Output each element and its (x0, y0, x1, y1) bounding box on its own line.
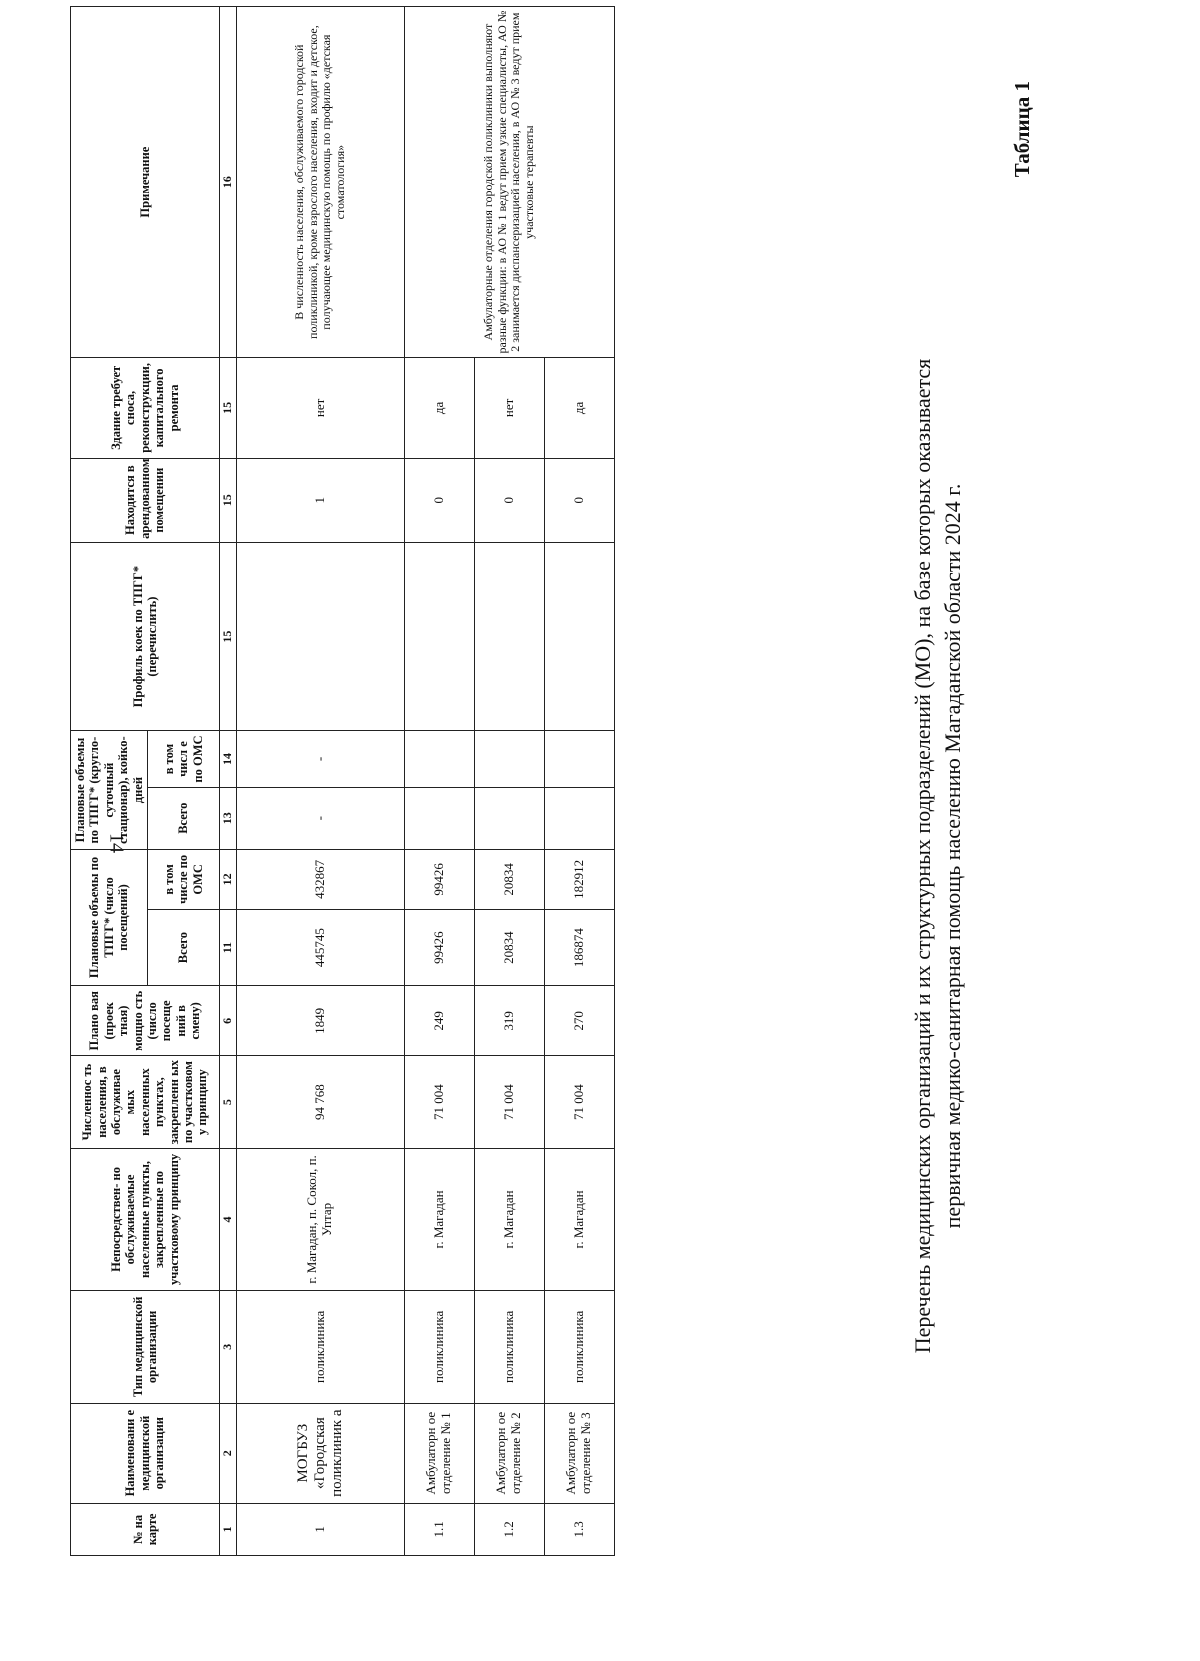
cell-num: 1.2 (474, 1503, 544, 1555)
cell-places: г. Магадан (404, 1148, 474, 1290)
cell-bed-profile (544, 542, 614, 731)
cell-note: В численность населения, обслуживаемого городской поликлиникой, кроме взрослого населения, входит и детское, получающее медицинскую помощь по профилю «детская стоматология» (236, 7, 404, 358)
col-num: 13 (219, 787, 236, 849)
cell-bed-profile (474, 542, 544, 731)
cell-rented: 0 (544, 458, 614, 542)
header-note: Примечание (71, 7, 220, 358)
col-num: 15 (219, 458, 236, 542)
table-label: Таблица 1 (1010, 81, 1034, 178)
cell-repair: нет (236, 358, 404, 458)
col-num: 6 (219, 986, 236, 1056)
cell-beddays-oms (474, 731, 544, 787)
col-num: 4 (219, 1148, 236, 1290)
document-title (908, 291, 968, 1421)
header-planned-beddays: Плановые объемы по ТПГГ* (кругло- суточный стационар), койко-дней (71, 731, 148, 849)
cell-beddays-oms (404, 731, 474, 787)
cell-num: 1.1 (404, 1503, 474, 1555)
cell-population: 71 004 (474, 1056, 544, 1148)
cell-capacity: 270 (544, 986, 614, 1056)
header-map-number: № на карте (71, 1503, 220, 1555)
header-visits-total: Всего (147, 909, 219, 985)
col-num: 15 (219, 358, 236, 458)
cell-capacity: 249 (404, 986, 474, 1056)
title-line-1: Перечень медицинских организаций и их структурных подразделений (МО), на базе которых оказывается (910, 358, 935, 1354)
cell-beddays-total (474, 787, 544, 849)
cell-capacity: 1849 (236, 986, 404, 1056)
col-num: 5 (219, 1056, 236, 1148)
header-rented: Находится в арендованном помещении (71, 458, 220, 542)
header-org-type: Тип медицинской организации (71, 1291, 220, 1403)
cell-population: 71 004 (404, 1056, 474, 1148)
cell-beddays-total: - (236, 787, 404, 849)
organizations-table (70, 6, 615, 1556)
header-beddays-total: Всего (147, 787, 219, 849)
cell-type: поликлиника (474, 1291, 544, 1403)
cell-bed-profile (404, 542, 474, 731)
cell-num: 1 (236, 1503, 404, 1555)
col-num: 12 (219, 849, 236, 909)
col-num: 2 (219, 1403, 236, 1503)
cell-repair: нет (474, 358, 544, 458)
cell-population: 71 004 (544, 1056, 614, 1148)
cell-num: 1.3 (544, 1503, 614, 1555)
header-org-name: Наименовани е медицинской организации (71, 1403, 220, 1503)
cell-name: МОГБУЗ «Городская поликлиник а (236, 1403, 404, 1503)
cell-capacity: 319 (474, 986, 544, 1056)
cell-places: г. Магадан (474, 1148, 544, 1290)
cell-name: Амбулаторн ое отделение № 1 (404, 1403, 474, 1503)
header-served-places: Непосредствен- но обслуживаемые населенные пункты, закрепленные по участковому принципу (71, 1148, 220, 1290)
header-repair: Здание требует сноса, реконструкции, капитального ремонта (71, 358, 220, 458)
cell-type: поликлиника (544, 1291, 614, 1403)
cell-repair: да (544, 358, 614, 458)
cell-places: г. Магадан, п. Сокол, п. Уптар (236, 1148, 404, 1290)
cell-type: поликлиника (404, 1291, 474, 1403)
cell-rented: 0 (404, 458, 474, 542)
header-visits-oms: в том числе по ОМС (147, 849, 219, 909)
cell-visits-oms: 99426 (404, 849, 474, 909)
cell-places: г. Магадан (544, 1148, 614, 1290)
column-number-row (219, 7, 236, 1556)
col-num: 1 (219, 1503, 236, 1555)
cell-beddays-oms (544, 731, 614, 787)
table-row (404, 7, 474, 1556)
header-planned-visits: Плановые объемы по ТПГГ* (число посещений) (71, 849, 148, 985)
table-row (236, 7, 404, 1556)
cell-merged-note: Амбулаторные отделения городской поликлиники выполняют разные функции: в АО № 1 ведут прием узкие специалисты, АО № 2 занимается диспансеризацией населения, в АО № 3 ведут прием участковые терапевты (404, 7, 614, 358)
header-bed-profile: Профиль коек по ТПГГ* (перечислить) (71, 542, 220, 731)
cell-visits-total: 445745 (236, 909, 404, 985)
cell-visits-total: 99426 (404, 909, 474, 985)
cell-beddays-total (404, 787, 474, 849)
col-num: 11 (219, 909, 236, 985)
cell-population: 94 768 (236, 1056, 404, 1148)
col-num: 16 (219, 7, 236, 358)
cell-type: поликлиника (236, 1291, 404, 1403)
cell-beddays-oms: - (236, 731, 404, 787)
header-beddays-oms: в том числ е по ОМС (147, 731, 219, 787)
col-num: 15 (219, 542, 236, 731)
cell-visits-total: 186874 (544, 909, 614, 985)
cell-name: Амбулаторн ое отделение № 3 (544, 1403, 614, 1503)
cell-visits-oms: 20834 (474, 849, 544, 909)
cell-bed-profile (236, 542, 404, 731)
header-capacity: Плано вая (проек тная) мощно сть (число посеще ний в смену) (71, 986, 220, 1056)
col-num: 3 (219, 1291, 236, 1403)
cell-visits-oms: 182912 (544, 849, 614, 909)
cell-beddays-total (544, 787, 614, 849)
cell-repair: да (404, 358, 474, 458)
cell-rented: 1 (236, 458, 404, 542)
title-line-2: первичная медико-санитарная помощь населению Магаданской области 2024 г. (940, 483, 965, 1229)
header-population: Численнос ть населения, в обслуживае мых населенных пунктах, закрепленн ых по участковом у принципу (71, 1056, 220, 1148)
page-number: 14 (105, 833, 128, 853)
cell-name: Амбулаторн ое отделение № 2 (474, 1403, 544, 1503)
cell-visits-total: 20834 (474, 909, 544, 985)
cell-visits-oms: 432867 (236, 849, 404, 909)
cell-rented: 0 (474, 458, 544, 542)
col-num: 14 (219, 731, 236, 787)
